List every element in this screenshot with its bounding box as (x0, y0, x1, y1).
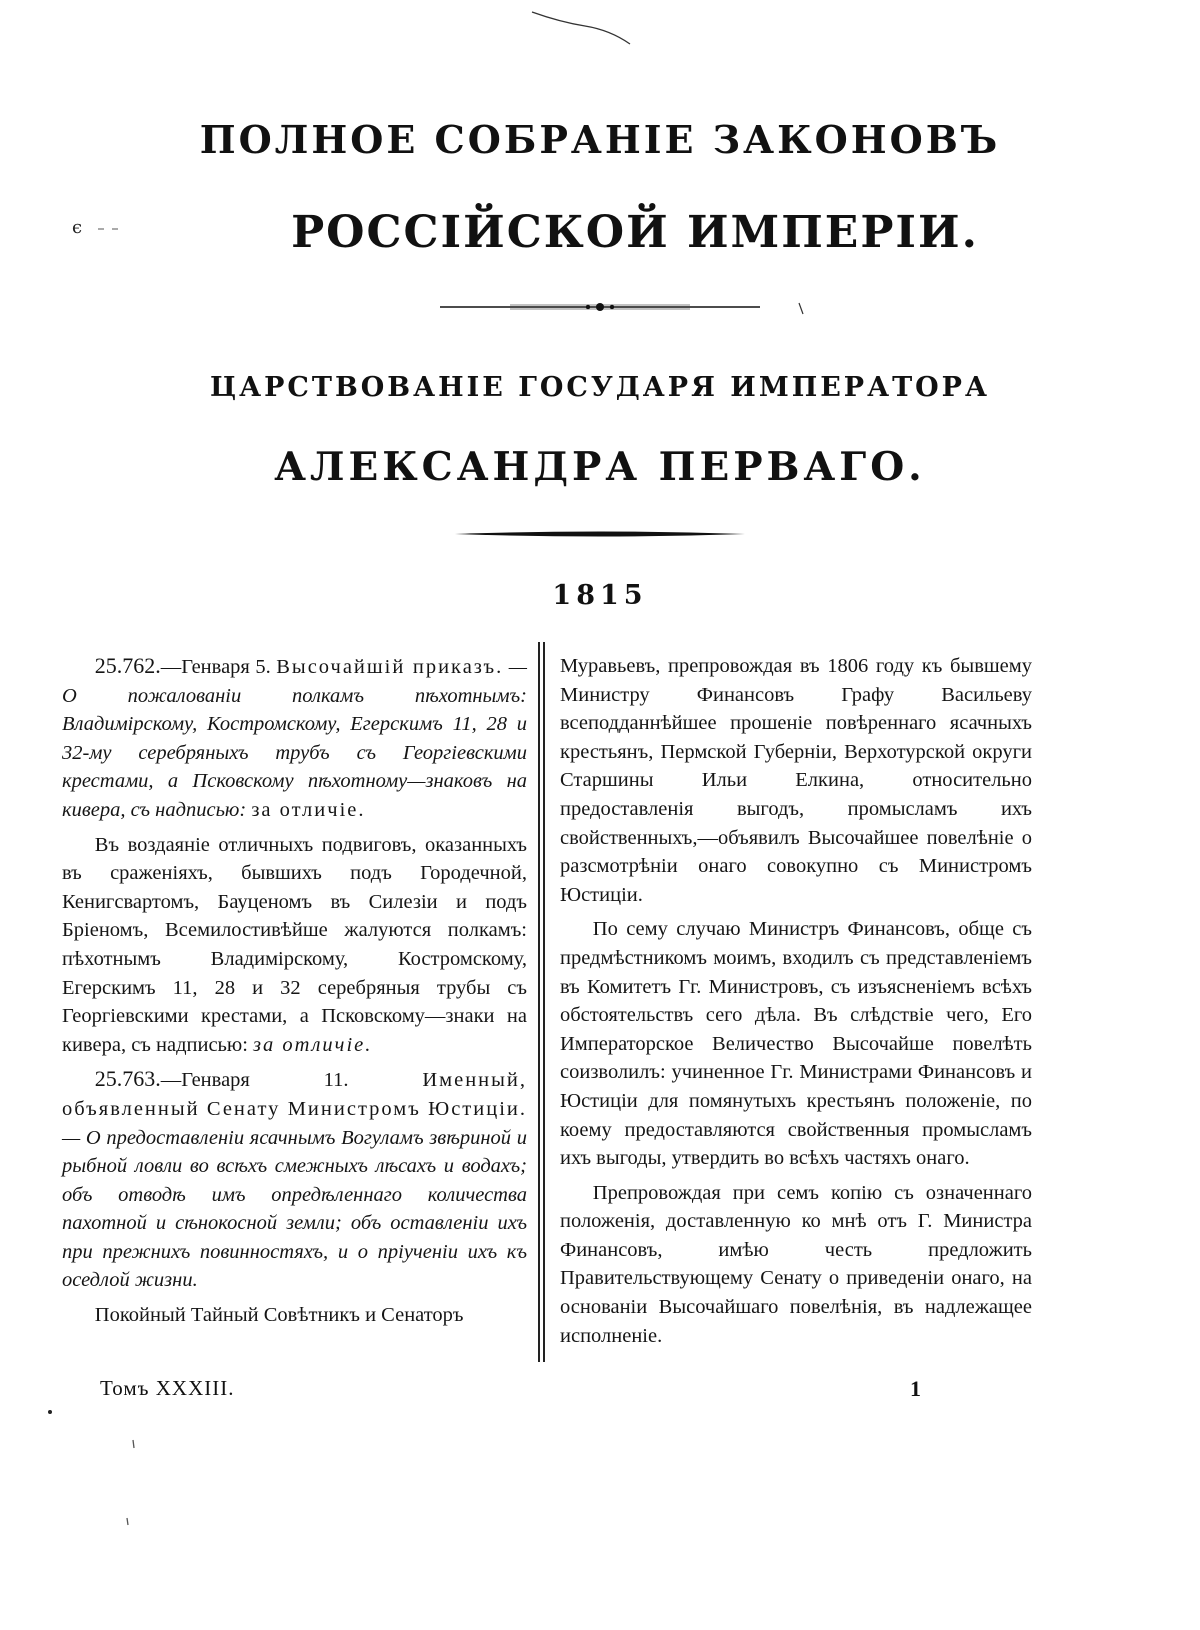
paragraph-1: Муравьевъ, препровождая въ 1806 году къ бывшему Министру Финансовъ Графу Васильеву всеподданнѣйшее прошенiе повѣреннаго ясачныхъ крестьянъ, Пермской Губернiи, Верхотурской округи Старшины Ильи Елкина, относительно предоставленiя выгодъ, промысламъ ихъ свойственныхъ,—объявилъ Высочайшее повелѣнiе о разсмотрѣнiи онаго совокупно съ Министромъ Юстицiи. (560, 655, 1032, 906)
entry-title: — О пожалованiи полкамъ пѣхотнымъ: Владимiрскому, Костромскому, Егерскимъ 11, 28 и 32-му серебряныхъ трубъ съ Георгiевскими крестами, а Псковскому пѣхотному—знаковъ на кивера, съ надписью: (62, 656, 528, 821)
right-column (560, 652, 1032, 1356)
ornamental-divider (440, 300, 760, 314)
scan-mark-top (530, 8, 640, 48)
entry-text: Въ воздаянiе отличныхъ подвиговъ, оказанныхъ въ сраженiяхъ, бывшихъ подъ Городечной, Кенигсвартомъ, Бауценомъ въ Силезiи и подъ Брiеномъ, Всемилостивѣйше жалуются полкамъ: пѣхотнымъ Владимiрскому, Костромскому, Егерскимъ 11, 28 и 32 серебряныя трубы съ Георгiевскими крестами, а Псковскому—знаки на кивера, съ надписью: (62, 833, 527, 1056)
column-separator-left (538, 642, 540, 1362)
entry-text: Покойный Тайный Совѣтникъ и Сенаторъ (94, 1304, 464, 1327)
emperor-title: АЛЕКСАНДРА ПЕРВАГО. (274, 444, 926, 490)
entry-number: 25.763. (94, 1066, 161, 1092)
paragraph-2: По сему случаю Министръ Финансовъ, обще съ предмѣстникомъ моимъ, входилъ съ представленiемъ въ Комитетъ Гг. Министровъ, съ изъясненiемъ всѣхъ обстоятельствъ сего дѣла. Въ слѣдствiе чего, Его Императорское Величество Высочайше повелѣть соизволилъ: учиненное Гг. Министрами Финансовъ и Юстицiи для помянутыхъ крестьянъ положенiе, по коему предоставляются свойственныя промысламъ ихъ выгоды, утвердить во всѣхъ частяхъ онаго. (560, 918, 1032, 1170)
sheet-number: 1 (910, 1376, 921, 1401)
entry-date: —Генваря 11. (160, 1069, 349, 1092)
entry-date: —Генваря 5. (160, 656, 271, 678)
heavy-divider (455, 528, 745, 540)
entry-title: — О предоставленiи ясачнымъ Вогуламъ звѣриной и рыбной ловли во всѣхъ смежныхъ лѣсахъ и водахъ; объ отводѣ имъ опредѣленнаго количества пахотной и сѣнокосной земли; объ оставленiи ихъ при прежнихъ повинностяхъ, и о прiученiи ихъ къ оседлой жизни. (62, 1126, 527, 1292)
entry-25762-heading (62, 652, 527, 825)
entry-25763-text (62, 1301, 527, 1330)
entry-kind: Высочайшiй приказъ. (276, 656, 504, 678)
svg-text:ϵ: ϵ (72, 218, 83, 238)
collection-title: ПОЛНОЕ СОБРАНIЕ ЗАКОНОВЪ (199, 117, 1001, 162)
entry-25762-text (62, 831, 527, 1060)
entry-25763-heading (62, 1065, 527, 1295)
volume-signature: Томъ XXXIII. (100, 1376, 235, 1400)
column-separator-right (543, 642, 545, 1362)
scan-mark-dots (30, 1400, 150, 1540)
entry-number: 25.762. (94, 653, 161, 678)
entry-title-tail: за отличiе. (251, 798, 366, 821)
scan-mark-right (796, 300, 808, 320)
reign-title: ЦАРСТВОВАНIЕ ГОСУДАРЯ ИМПЕРАТОРА (210, 372, 990, 403)
left-column (62, 652, 527, 1336)
paragraph-3: Препровождая при семъ копiю съ означеннаго положенiя, доставленную ко мнѣ отъ Г. Министра Финансовъ, имѣю честь предложить Правительствующему Сенату о приведенiи онаго, на основанiи Высочайшаго повелѣнiя, въ надлежащее исполненiе. (560, 1181, 1032, 1347)
year-heading: 1815 (552, 580, 648, 611)
entry-kind: Именный, объявленный Сенату Министромъ Юстицiи. (62, 1069, 527, 1120)
empire-title: РОССIЙСКОЙ ИМПЕРIИ. (291, 207, 979, 258)
entry-text-tail: за отличiе. (253, 1033, 373, 1056)
